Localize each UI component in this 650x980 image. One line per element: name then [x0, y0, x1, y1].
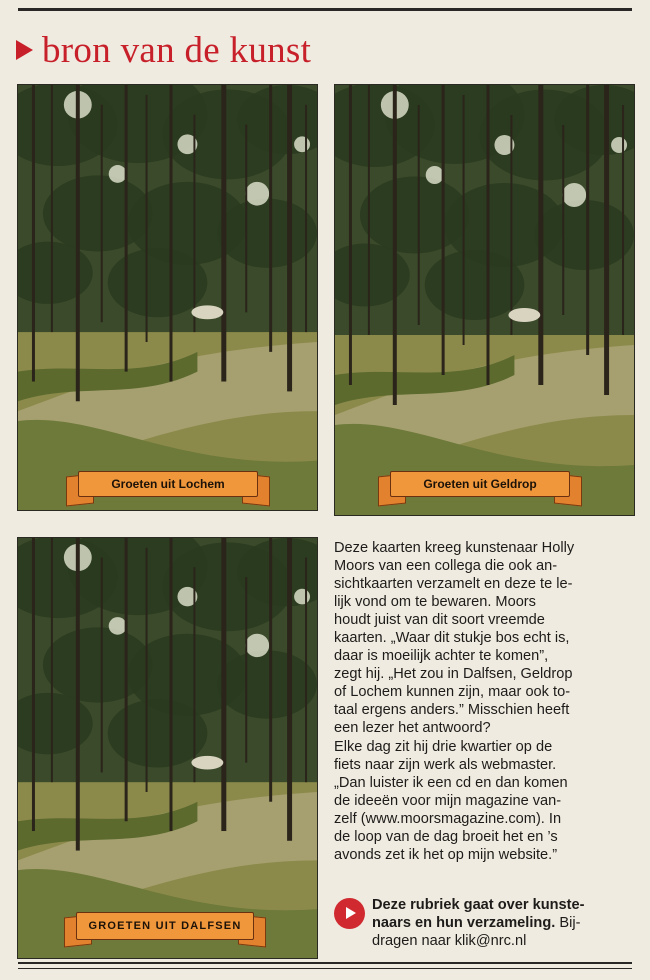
article-line: fiets naar zijn werk als webmaster. [334, 756, 557, 773]
article-line: zelf (www.moorsmagazine.com). In [334, 810, 562, 827]
article-line: Elke dag zit hij drie kwartier op de [334, 738, 553, 755]
article-line: een lezer het antwoord? [334, 720, 491, 737]
ribbon [78, 471, 258, 497]
arrow-icon [16, 40, 33, 60]
postcard-photo-geldrop [334, 84, 635, 516]
play-icon [334, 898, 365, 929]
forest-image [18, 538, 317, 958]
article-body [334, 539, 634, 864]
article-line: de loop van de dag broeit het en ’s [334, 828, 558, 845]
forest-image [335, 85, 634, 515]
forest-image [18, 85, 317, 510]
section-header [16, 28, 311, 72]
article-line: zegt hij. „Het zou in Dalfsen, Geldrop [334, 666, 573, 683]
ribbon [390, 471, 570, 497]
bottom-rule [18, 962, 632, 964]
postcard-banner-lochem [78, 471, 258, 497]
article-line: Deze kaarten kreeg kunstenaar Holly [334, 540, 575, 556]
postcard-caption: Groeten uit Geldrop [423, 477, 537, 491]
article-line: taal ergens anders.” Misschien heeft [334, 702, 570, 719]
footer-bold-line1: Deze rubriek gaat over kunste- [372, 897, 585, 913]
top-rule [18, 8, 632, 11]
article-line: lijk vond om te bewaren. Moors [334, 594, 536, 611]
article-line: kaarten. „Waar dit stukje bos echt is, [334, 630, 570, 647]
article-line: houdt juist van dit soort vreemde [334, 612, 545, 629]
postcard-banner-dalfsen [76, 912, 254, 940]
article-line: sichtkaarten verzamelt en deze te le- [334, 576, 573, 593]
article-line: of Lochem kunnen zijn, maar ook to- [334, 684, 571, 701]
bottom-rule-thin [18, 968, 632, 969]
article-line: de ideeën voor mijn magazine van- [334, 792, 562, 809]
postcard-photo-dalfsen [17, 537, 318, 959]
footer-line2-rest: Bij- [555, 915, 581, 931]
section-title: bron van de kunst [42, 29, 312, 71]
article-line: avonds zet ik het op mijn website.” [334, 846, 558, 863]
footer-bold-line2: naars en hun verzameling. [372, 915, 556, 931]
article-line: Moors van een collega die ook an- [334, 558, 558, 575]
ribbon [76, 912, 254, 940]
article-line: daar is moeilijk achter te komen”, [334, 648, 549, 665]
footer-contact: dragen naar klik@nrc.nl [372, 933, 527, 949]
rubric-footer [334, 896, 634, 950]
footer-text [372, 896, 585, 950]
postcard-photo-lochem [17, 84, 318, 511]
article-line: „Dan luister ik een cd en dan komen [334, 774, 568, 791]
postcard-caption: Groeten uit Lochem [111, 477, 225, 491]
postcard-caption: GROETEN UIT DALFSEN [88, 920, 242, 932]
postcard-banner-geldrop [390, 471, 570, 497]
